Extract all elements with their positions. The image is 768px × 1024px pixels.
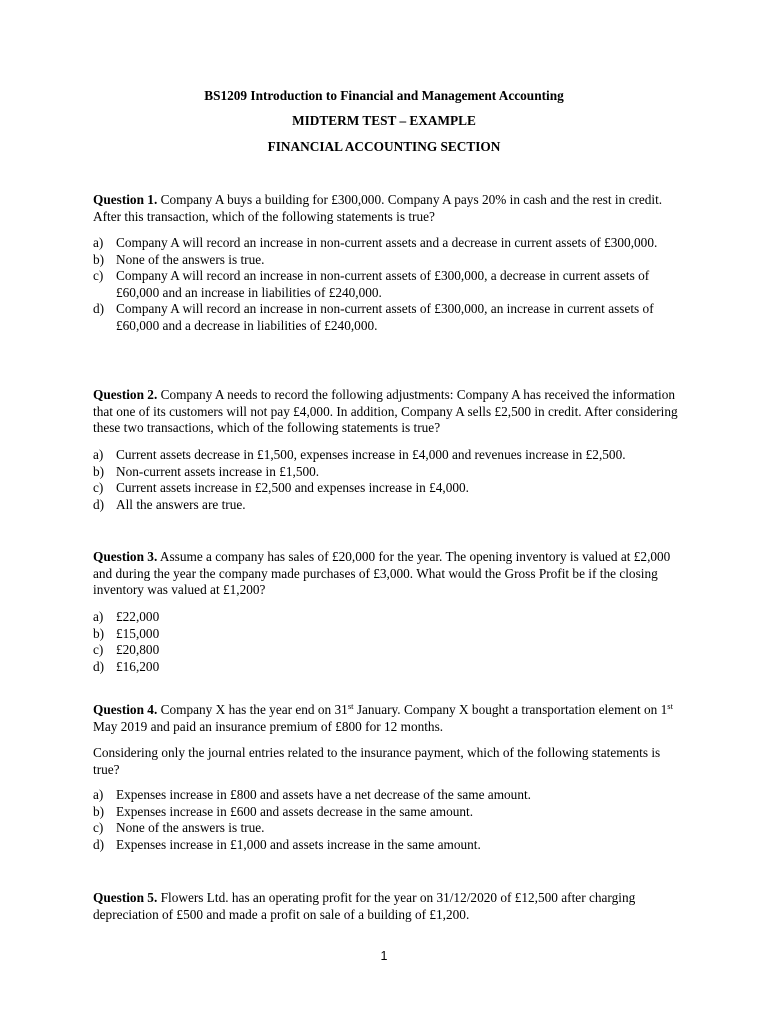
question-4-followup: Considering only the journal entries related to the insurance payment, which of the following statements is true? <box>93 745 661 777</box>
option-d: d) £16,200 <box>93 658 160 674</box>
question-4: Question 4. Company X has the year end on 31st January. Company X bought a transportation element on 1st May 2019 and paid an insurance premium of £800 for 12 months. <box>93 701 673 734</box>
option-d: d) All the answers are true. <box>93 496 246 512</box>
option-c: c) None of the answers is true. <box>93 820 265 836</box>
question-5 <box>93 890 683 923</box>
option-d: d) Company A will record an increase in non-current assets of £300,000, an increase in current assets of £60,000 and a decrease in liabilities of £240,000. <box>93 301 654 333</box>
section-title: FINANCIAL ACCOUNTING SECTION <box>267 139 501 154</box>
question-4-title: Question 4. <box>93 702 158 717</box>
question-3-title: Question 3. <box>93 549 158 564</box>
option-d: d) Expenses increase in £1,000 and assets increase in the same amount. <box>93 836 481 852</box>
question-1 <box>93 192 683 225</box>
option-c: c) Company A will record an increase in non-current assets of £300,000, a decrease in current assets of £60,000 and an increase in liabilities of £240,000. <box>93 268 650 300</box>
option-a: a) Expenses increase in £800 and assets have a net decrease of the same amount. <box>93 787 532 802</box>
option-b: b) None of the answers is true. <box>93 251 265 267</box>
option-c: c) £20,800 <box>93 642 160 658</box>
question-5-text: Flowers Ltd. has an operating profit for the year on 31/12/2020 of £12,500 after charging depreciation of £500 and made a profit on sale of a building of £1,200. <box>93 890 636 922</box>
question-1-text: Company A buys a building for £300,000. Company A pays 20% in cash and the rest in credit. After this transaction, which of the following statements is true? <box>93 192 663 224</box>
question-3 <box>93 549 683 599</box>
question-2-text: Company A needs to record the following adjustments: Company A has received the information that one of its customers will not pay £4,000. In addition, Company A sells £2,500 in credit. After considering these two transactions, which of the following statements is true? <box>93 387 678 436</box>
option-c: c) Current assets increase in £2,500 and expenses increase in £4,000. <box>93 480 470 496</box>
option-b: b) £15,000 <box>93 625 160 641</box>
test-title: MIDTERM TEST – EXAMPLE <box>292 113 476 128</box>
question-2-options <box>93 447 683 513</box>
option-a: a) £22,000 <box>93 609 160 624</box>
question-5-title: Question 5. <box>93 890 158 905</box>
option-b: b) Expenses increase in £600 and assets decrease in the same amount. <box>93 803 474 819</box>
question-3-options <box>93 609 683 675</box>
question-3-text: Assume a company has sales of £20,000 for the year. The opening inventory is valued at £2,000 and during the year the company made purchases of £3,000. What would the Gross Profit be if the closing inventory was valued at £1,200? <box>93 549 671 598</box>
question-2-title: Question 2. <box>93 387 158 402</box>
question-4-options <box>93 787 683 853</box>
option-b: b) Non-current assets increase in £1,500. <box>93 463 320 479</box>
question-1-options <box>93 235 683 335</box>
option-a: a) Company A will record an increase in non-current assets and a decrease in current assets of £300,000. <box>93 235 658 250</box>
course-title: BS1209 Introduction to Financial and Management Accounting <box>204 88 564 103</box>
question-1-title: Question 1. <box>93 192 158 207</box>
option-a: a) Current assets decrease in £1,500, expenses increase in £4,000 and revenues increase in £2,500. <box>93 447 626 462</box>
question-2 <box>93 387 683 437</box>
page-number: 1 <box>380 949 388 963</box>
